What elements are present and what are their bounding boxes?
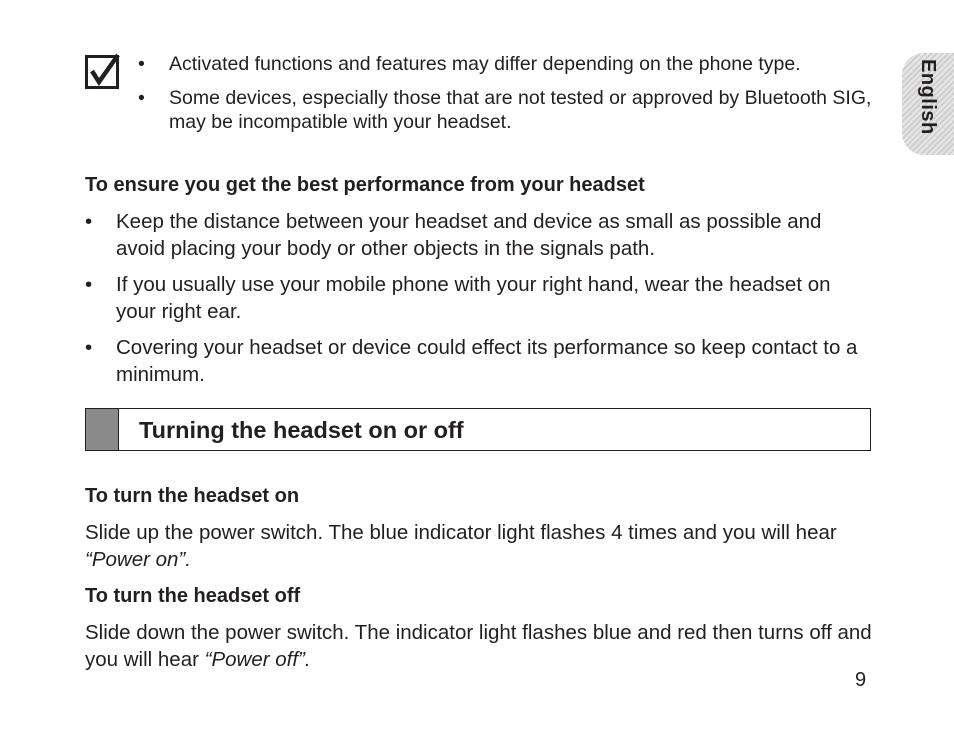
turn-on-heading: To turn the headset on: [85, 485, 300, 507]
performance-heading: To ensure you get the best performance from your headset: [85, 174, 645, 196]
turn-on-quote: “Power on”.: [85, 547, 191, 571]
section-title: Turning the headset on or off: [139, 417, 464, 443]
language-tab: [902, 53, 954, 155]
note-list: [138, 52, 878, 144]
turn-on-text: [85, 520, 875, 573]
performance-bullet: • Covering your headset or device could effect its performance so keep contact to a minimum.: [85, 335, 875, 388]
section-header: [85, 408, 871, 451]
language-tab-label: English: [917, 59, 939, 135]
section-marker: [86, 409, 119, 450]
turn-on-body: Slide up the power switch. The blue indicator light flashes 4 times and you will hear: [85, 521, 837, 544]
performance-bullet: • If you usually use your mobile phone with your right hand, wear the headset on your right ear.: [85, 272, 875, 325]
turn-off-quote: “Power off”.: [204, 647, 311, 671]
page-number: 9: [855, 669, 867, 691]
note-item: • Some devices, especially those that are not tested or approved by Bluetooth SIG, may be incompatible with your headset.: [138, 86, 878, 134]
turn-off-heading: To turn the headset off: [85, 585, 301, 607]
performance-bullets: [85, 209, 875, 398]
performance-bullet: • Keep the distance between your headset and device as small as possible and avoid placing your body or other objects in the signals path.: [85, 209, 875, 262]
turn-off-body: Slide down the power switch. The indicator light flashes blue and red then turns off and you will hear: [85, 621, 872, 671]
note-item: • Activated functions and features may differ depending on the phone type.: [138, 52, 878, 76]
turn-off-text: [85, 620, 875, 673]
note-checkbox-icon: [85, 53, 121, 89]
